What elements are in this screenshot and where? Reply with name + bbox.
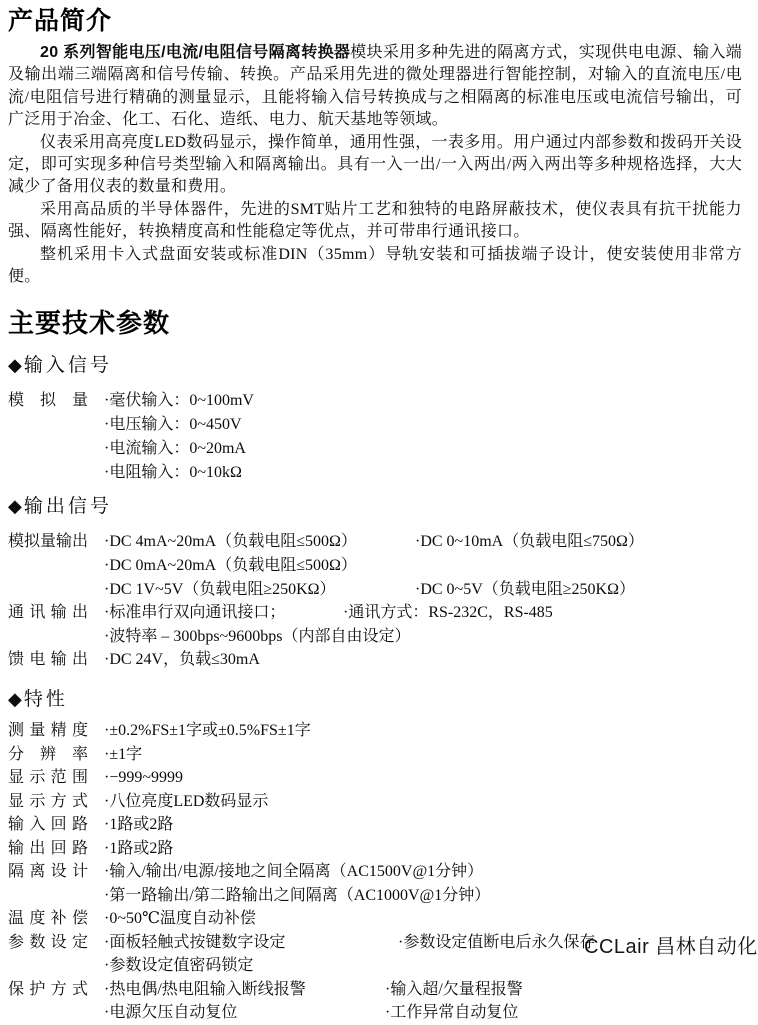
spec-value-line: ·−999~9999 (104, 769, 184, 787)
spec-value-line (104, 1001, 742, 1025)
section-title-output: 输出信号 (23, 496, 112, 518)
spec-row-resolution (8, 743, 742, 767)
features-table (8, 719, 742, 1025)
spec-values (104, 601, 742, 648)
spec-row-accuracy (8, 719, 742, 743)
spec-value: ·热电偶/热电阻输入断线报警 (104, 980, 306, 998)
spec-label: 隔 离 设 计 (8, 863, 88, 881)
spec-value: ·通讯方式：RS-232C，RS-485 (343, 604, 553, 622)
spec-label: 参 数 设 定 (8, 933, 88, 951)
spec-row-analog-input (8, 389, 742, 485)
output-signal-table (8, 530, 742, 672)
spec-value-line: ·电压输入：0~450V (104, 416, 242, 434)
spec-value-line: ·DC 0mA~20mA（负载电阻≤500Ω） (104, 557, 357, 575)
spec-label: 模拟量输出 (8, 533, 89, 551)
spec-value-line (104, 530, 742, 554)
tech-title: 主要技术参数 (8, 308, 171, 339)
spec-label: 分 辨 率 (8, 745, 88, 763)
spec-row-input-loops (8, 813, 742, 837)
intro-paragraph-3: 采用高品质的半导体器件，先进的SMT贴片工艺和独特的电路屏蔽技术，使仪表具有抗干扰能力强、隔离性能好，转换精度高和性能稳定等优点，并可带串行通讯接口。 (8, 200, 742, 241)
spec-label: 温 度 补 偿 (8, 910, 88, 928)
spec-value-line: ·参数设定值密码锁定 (104, 957, 254, 975)
spec-label: 馈 电 输 出 (8, 651, 88, 669)
intro-paragraph-2: 仪表采用高亮度LED数码显示，操作简单，通用性强，一表多用。用户通过内部参数和拨码开关设定，即可实现多种信号类型输入和隔离输出。具有一入一出/一入两出/两入两出等多种规格选择，大大减少了备用仪表的数量和费用。 (8, 133, 742, 196)
section-heading-features (8, 686, 742, 713)
spec-value: ·DC 0~5V（负载电阻≥250KΩ） (415, 580, 635, 598)
spec-label: 显 示 方 式 (8, 792, 88, 810)
spec-value-line: ·±0.2%FS±1字或±0.5%FS±1字 (104, 722, 311, 740)
intro-paragraph-1 (8, 42, 742, 132)
spec-label: 输 入 回 路 (8, 816, 88, 834)
spec-value: ·DC 0~10mA（负载电阻≤750Ω） (415, 533, 644, 551)
spec-value-line: ·第一路输出/第二路输出之间隔离（AC1000V@1分钟） (104, 886, 491, 904)
diamond-icon: ◆ (8, 355, 22, 376)
intro-title: 产品简介 (8, 7, 113, 35)
spec-row-protection (8, 978, 742, 1025)
spec-value-line: ·八位亮度LED数码显示 (104, 792, 269, 810)
spec-value-line: ·电阻输入：0~10kΩ (104, 464, 242, 482)
diamond-icon: ◆ (8, 496, 22, 517)
spec-value: ·电源欠压自动复位 (104, 1004, 238, 1022)
section-title-input: 输入信号 (23, 355, 112, 377)
brand-watermark: CCLair 昌林自动化 (584, 936, 758, 958)
spec-values (104, 648, 742, 672)
spec-value: ·DC 1V~5V（负载电阻≥250KΩ） (104, 580, 336, 598)
spec-row-temp-compensation (8, 907, 742, 931)
intro-paragraph-4: 整机采用卡入式盘面安装或标准DIN（35mm）导轨安装和可插拔端子设计，使安装使用非常方便。 (8, 245, 742, 286)
spec-value-line: ·电流输入：0~20mA (104, 440, 246, 458)
section-heading-output (8, 493, 742, 520)
input-signal-table (8, 389, 742, 485)
spec-label: 显 示 范 围 (8, 769, 88, 787)
spec-row-display-range (8, 766, 742, 790)
spec-value: ·参数设定值断电后永久保存 (398, 933, 596, 951)
spec-value: ·工作异常自动复位 (385, 1004, 519, 1022)
spec-value-line: ·输入/输出/电源/接地之间全隔离（AC1500V@1分钟） (104, 863, 484, 881)
intro-p1-text: 模块采用多种先进的隔离方式，实现供电电源、输入端及输出端三端隔离和信号传输、转换。产品采用先进的微处理器进行智能控制，对输入的直流电压/电流/电阻信号进行精确的测量显示，且能将输入信号转换成与之相隔离的标准电压或电流信号输出，可广泛用于冶金、化工、石化、造纸、电力、航天基地等领域。 (8, 44, 743, 129)
spec-label: 保 护 方 式 (8, 980, 88, 998)
spec-value-line: ·1路或2路 (104, 839, 174, 857)
spec-row-feed-output (8, 648, 742, 672)
spec-value-line: ·波特率 – 300bps~9600bps（内部自由设定） (104, 627, 411, 645)
spec-row-display-mode (8, 790, 742, 814)
spec-value-line (104, 601, 742, 625)
spec-value-line (104, 578, 742, 602)
spec-value-line: ·±1字 (104, 745, 143, 763)
diamond-icon: ◆ (8, 689, 22, 710)
spec-row-comm-output (8, 601, 742, 648)
spec-value-line (104, 978, 742, 1002)
spec-label: 测 量 精 度 (8, 722, 88, 740)
section-heading-input (8, 352, 742, 379)
spec-value-line: ·0~50℃温度自动补偿 (104, 910, 256, 928)
spec-label: 模 拟 量 (8, 392, 88, 410)
intro-lead-bold: 20 系列智能电压/电流/电阻信号隔离转换器 (40, 44, 351, 61)
spec-label: 通 讯 输 出 (8, 604, 88, 622)
spec-value-line: ·DC 24V，负载≤30mA (104, 651, 260, 669)
spec-row-isolation (8, 860, 742, 907)
spec-value: ·标准串行双向通讯接口； (104, 604, 286, 622)
spec-row-analog-output (8, 530, 742, 601)
spec-value: ·面板轻触式按键数字设定 (104, 933, 286, 951)
spec-value-line: ·1路或2路 (104, 816, 174, 834)
spec-value-line: ·毫伏输入：0~100mV (104, 392, 254, 410)
spec-row-output-loops (8, 837, 742, 861)
spec-values (104, 389, 742, 485)
section-title-features: 特性 (23, 689, 68, 711)
spec-value: ·输入超/欠量程报警 (385, 980, 523, 998)
spec-label: 输 出 回 路 (8, 839, 88, 857)
spec-values (104, 530, 742, 601)
spec-value: ·DC 4mA~20mA（负载电阻≤500Ω） (104, 533, 357, 551)
